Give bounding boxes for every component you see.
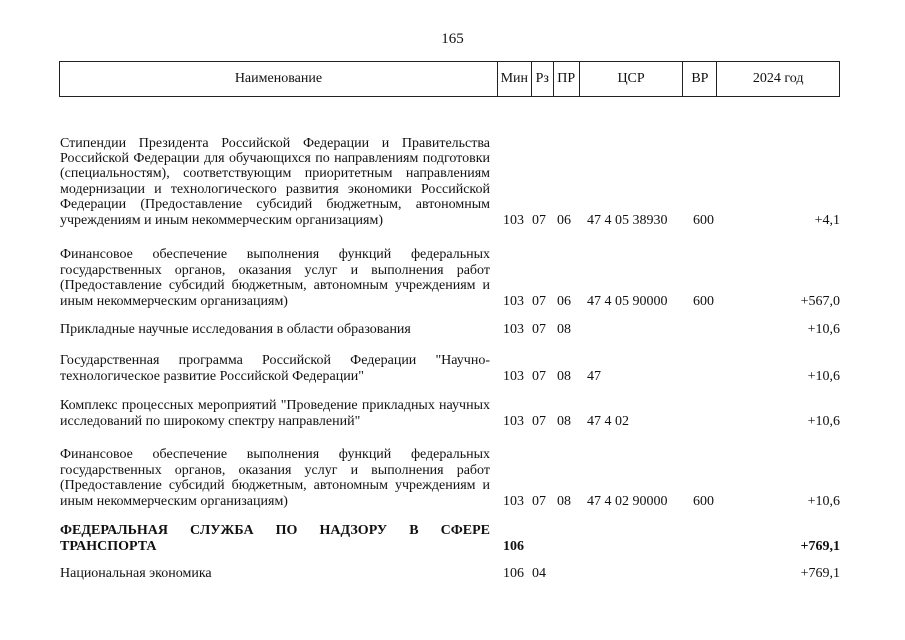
row-min: 103 <box>503 493 524 509</box>
header-csr: ЦСР <box>579 62 683 96</box>
row-name: Национальная экономика <box>60 565 212 581</box>
row-rz: 07 <box>532 413 546 429</box>
header-min: Мин <box>497 62 531 96</box>
row-name: Государственная программа Российской Федерации "Научно-технологическое развитие Российской Федерации" <box>60 353 490 384</box>
header-vr: ВР <box>682 62 716 96</box>
table-row <box>60 352 840 384</box>
header-pr: ПР <box>553 62 579 96</box>
row-min: 103 <box>503 413 524 429</box>
table-row <box>60 243 840 309</box>
row-value: +10,6 <box>807 493 840 509</box>
header-name: Наименование <box>234 71 323 86</box>
row-name: ФЕДЕРАЛЬНАЯ СЛУЖБА ПО НАДЗОРУ В СФЕРЕ ТРАНСПОРТА <box>60 523 490 554</box>
row-rz: 04 <box>532 565 546 581</box>
row-rz: 07 <box>532 212 546 228</box>
row-name: Финансовое обеспечение выполнения функций федеральных государственных органов, оказания услуг и выполнения работ (Предоставление субсидий бюджетным, автономным учреждениям и иным некоммерческим организациям) <box>60 247 490 309</box>
row-csr: 47 <box>587 368 601 384</box>
table-row <box>60 565 840 581</box>
row-csr: 47 4 05 38930 <box>587 212 668 228</box>
row-value: +10,6 <box>807 413 840 429</box>
row-name: Прикладные научные исследования в области образования <box>60 321 411 337</box>
row-name: Стипендии Президента Российской Федерации и Правительства Российской Федерации для обучающихся по направлениям подготовки (специальностям), соответствующим приоритетным направлениям модернизации и технологического развития экономики Российской Федерации (Предоставление субсидий бюджетным, автономным учреждениям и иным некоммерческим организациям) <box>60 135 490 228</box>
row-value: +10,6 <box>807 368 840 384</box>
row-rz: 07 <box>532 321 546 337</box>
row-rz: 07 <box>532 493 546 509</box>
row-min: 103 <box>503 321 524 337</box>
row-rz: 07 <box>532 293 546 309</box>
page-number: 165 <box>441 31 464 47</box>
row-min: 103 <box>503 293 524 309</box>
row-pr: 08 <box>557 493 571 509</box>
row-name: Комплекс процессных мероприятий "Проведение прикладных научных исследований по широкому спектру направлений" <box>60 398 490 429</box>
header-rz: Рз <box>531 62 553 96</box>
row-vr: 600 <box>693 293 714 309</box>
row-min: 106 <box>503 538 524 554</box>
row-pr: 06 <box>557 212 571 228</box>
row-value: +769,1 <box>800 565 840 581</box>
table-row <box>60 522 840 554</box>
table-row <box>60 321 840 337</box>
table-row <box>60 108 840 228</box>
header-year: 2024 год <box>716 62 839 96</box>
row-value: +4,1 <box>814 212 840 228</box>
row-min: 106 <box>503 565 524 581</box>
row-pr: 08 <box>557 321 571 337</box>
row-csr: 47 4 02 <box>587 413 629 429</box>
row-name: Финансовое обеспечение выполнения функций федеральных государственных органов, оказания услуг и выполнения работ (Предоставление субсидий бюджетным, автономным учреждениям и иным некоммерческим организациям) <box>60 447 490 509</box>
row-value: +10,6 <box>807 321 840 337</box>
row-pr: 08 <box>557 368 571 384</box>
row-vr: 600 <box>693 493 714 509</box>
row-value: +567,0 <box>800 293 840 309</box>
row-min: 103 <box>503 212 524 228</box>
row-csr: 47 4 02 90000 <box>587 493 668 509</box>
row-pr: 08 <box>557 413 571 429</box>
row-value: +769,1 <box>800 538 840 554</box>
row-rz: 07 <box>532 368 546 384</box>
row-pr: 06 <box>557 293 571 309</box>
table-row <box>60 397 840 429</box>
row-min: 103 <box>503 368 524 384</box>
table-row <box>60 443 840 509</box>
row-csr: 47 4 05 90000 <box>587 293 668 309</box>
row-vr: 600 <box>693 212 714 228</box>
